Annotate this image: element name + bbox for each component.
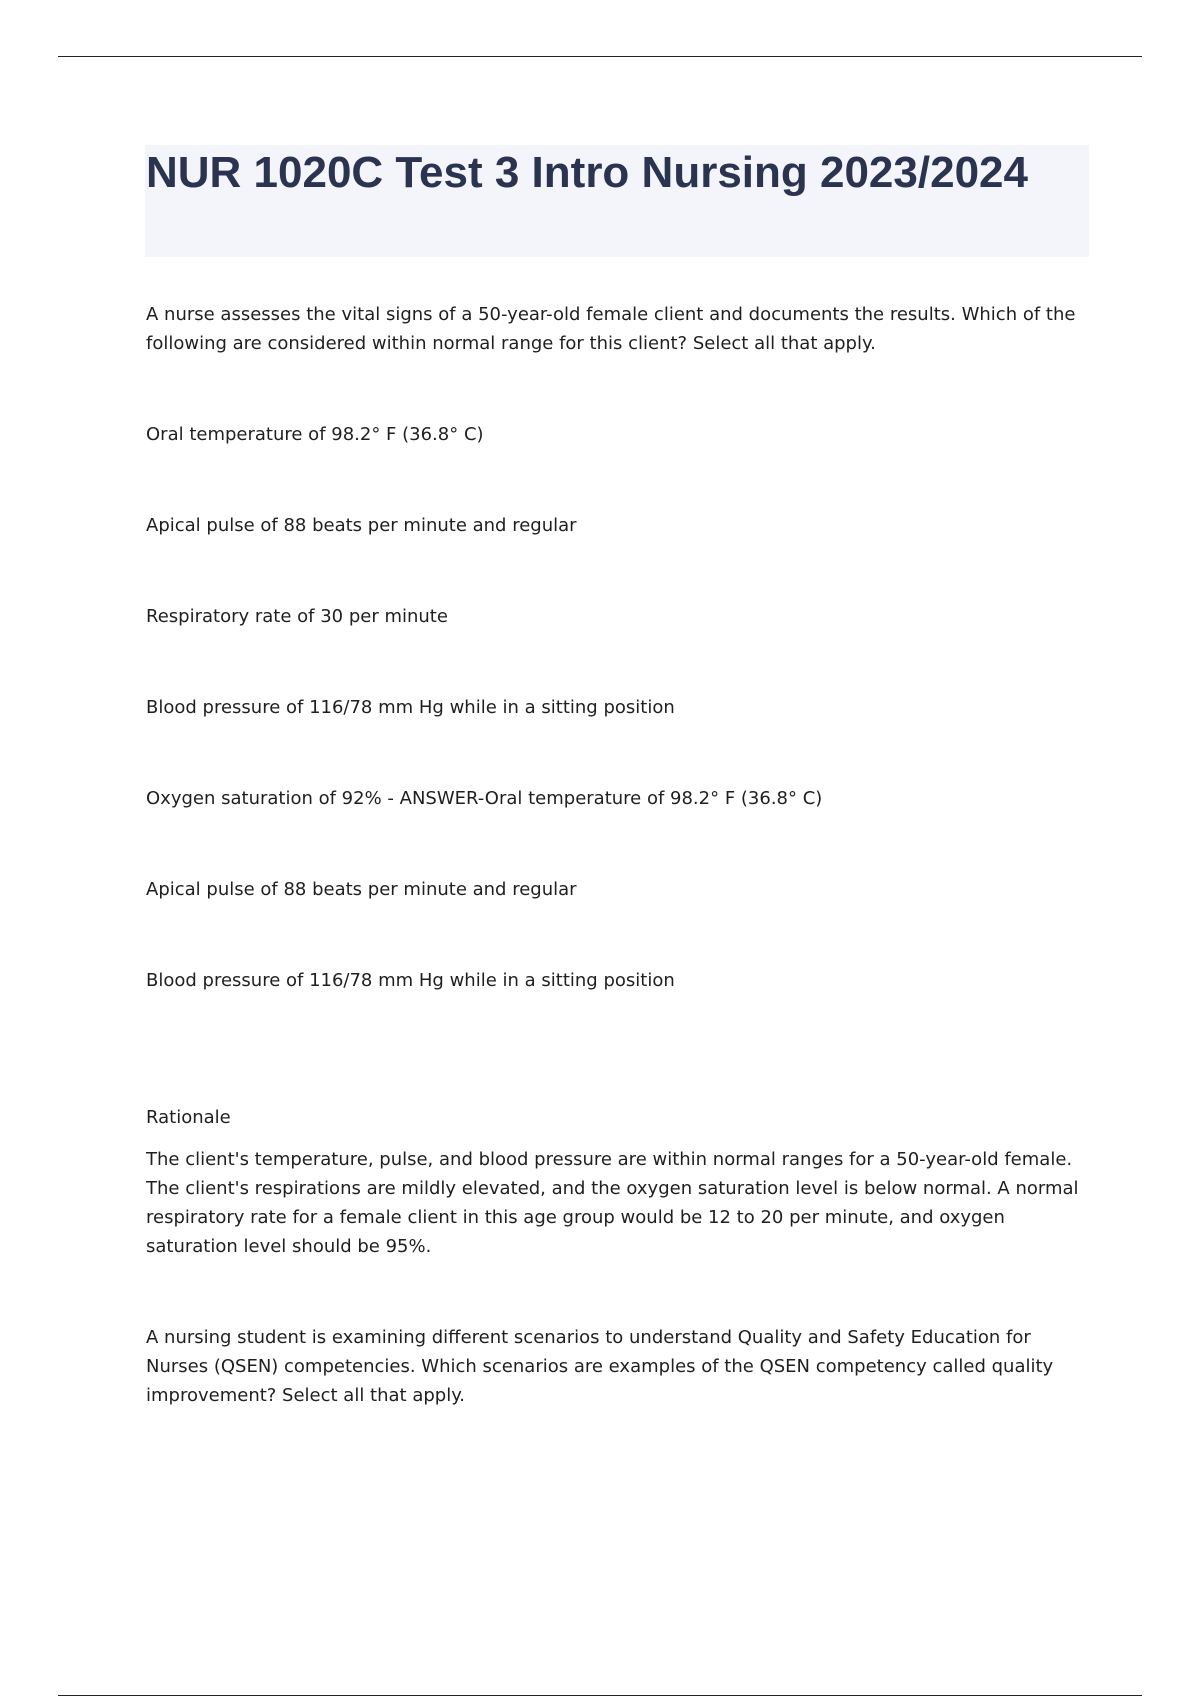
question-1-stem: A nurse assesses the vital signs of a 50-year-old female client and documents the results. Which of the following are considered within normal range for this client? Select all that apply. [146, 304, 1076, 354]
top-rule [58, 56, 1142, 57]
rationale-label: Rationale [146, 1107, 231, 1128]
document-body [146, 300, 1091, 1472]
question-2-stem: A nursing student is examining different scenarios to understand Quality and Safety Education for Nurses (QSEN) competencies. Which scenarios are examples of the QSEN competency called quality improvement? Select all that apply. [146, 1327, 1054, 1406]
question-1-option-temperature: Oral temperature of 98.2° F (36.8° C) [146, 424, 484, 445]
question-1-option-respiratory: Respiratory rate of 30 per minute [146, 606, 448, 627]
rationale-text: The client's temperature, pulse, and blood pressure are within normal ranges for a 50-year-old female. The client's respirations are mildly elevated, and the oxygen saturation level is below normal. A normal respiratory rate for a female client in this age group would be 12 to 20 per minute, and oxygen saturation level should be 95%. [146, 1149, 1079, 1257]
bottom-rule [58, 1695, 1142, 1696]
document-title: NUR 1020C Test 3 Intro Nursing 2023/2024 [146, 148, 1028, 197]
question-1-answer-pulse: Apical pulse of 88 beats per minute and regular [146, 879, 577, 900]
question-1-option-oxygen-answer: Oxygen saturation of 92% - ANSWER-Oral temperature of 98.2° F (36.8° C) [146, 788, 823, 809]
question-1-option-blood-pressure: Blood pressure of 116/78 mm Hg while in a sitting position [146, 697, 675, 718]
question-1-answer-blood-pressure: Blood pressure of 116/78 mm Hg while in a sitting position [146, 970, 675, 991]
question-1-option-pulse: Apical pulse of 88 beats per minute and regular [146, 515, 577, 536]
